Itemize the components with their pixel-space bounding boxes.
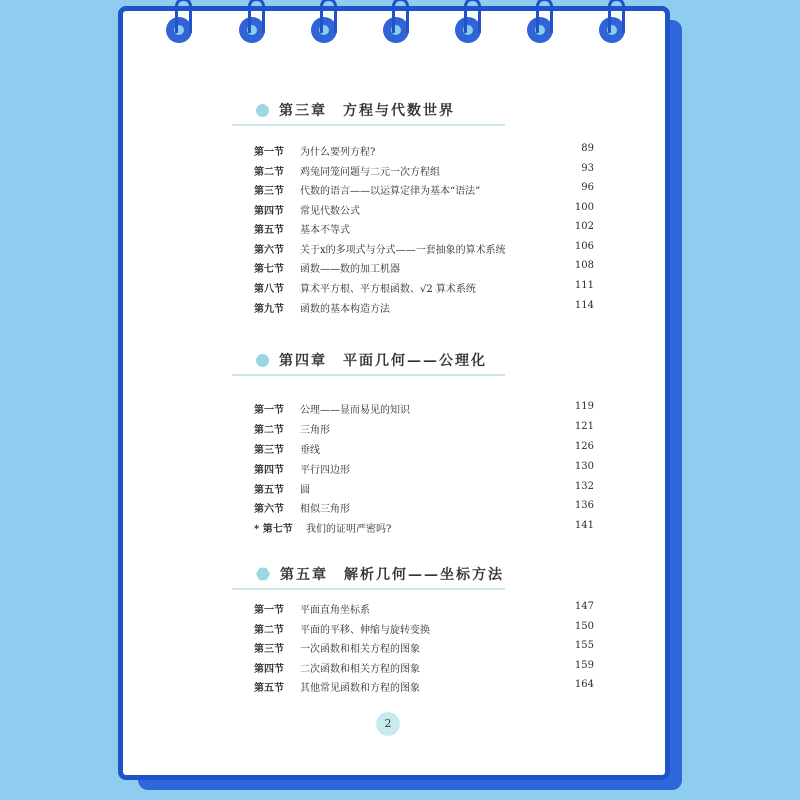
section-page: 136 [574,500,594,511]
section-number: 第四节 [254,465,284,476]
toc-entry[interactable] [254,637,594,657]
section-title: 基本不等式 [300,225,350,236]
toc-entry[interactable] [254,598,594,618]
section-title: 算术平方根、平方根函数、√2 算术系统 [300,284,476,295]
section-title: 相似三角形 [300,504,350,515]
section-page: 108 [574,260,594,271]
section-title: 平面的平移、伸缩与旋转变换 [300,625,430,636]
section-title: 我们的证明严密吗? [306,524,392,535]
page-number: 2 [376,712,400,736]
section-page: 126 [574,441,594,452]
section-number: 第三节 [254,644,284,655]
chapter-bullet-icon [256,104,269,117]
section-page: 100 [574,202,594,213]
chapter-divider [232,374,505,376]
toc-entry[interactable] [254,458,594,478]
toc-entry[interactable] [254,297,594,317]
section-title: 常见代数公式 [300,206,360,217]
section-title: 平行四边形 [300,465,350,476]
section-page: 93 [581,163,594,174]
section-page: 130 [574,461,594,472]
section-page: 119 [574,401,594,412]
section-number: 第三节 [254,186,284,197]
spiral-ring-icon [383,0,409,44]
section-number: 第二节 [254,425,284,436]
section-number: 第五节 [254,683,284,694]
spiral-ring-icon [311,0,337,44]
toc-entry[interactable] [254,497,594,517]
section-title: 鸡兔同笼问题与二元一次方程组 [300,167,440,178]
chapter-title: 第三章 方程与代数世界 [279,103,455,119]
section-page: 102 [574,221,594,232]
chapter-heading [256,98,455,122]
toc-entry[interactable] [254,257,594,277]
section-number: 第一节 [254,147,284,158]
toc-entry[interactable] [254,238,594,258]
chapter-title: 第五章 解析几何——坐标方法 [280,567,504,583]
section-number: 第四节 [254,664,284,675]
section-title: 其他常见函数和方程的图象 [300,683,420,694]
section-number: 第四节 [254,206,284,217]
section-number: 第七节 [254,264,284,275]
toc-entry[interactable] [254,277,594,297]
chapter-divider [232,124,505,126]
toc-entry[interactable] [254,618,594,638]
section-number: 第九节 [254,304,284,315]
section-page: 132 [574,481,594,492]
section-page: 164 [574,679,594,690]
toc-entry[interactable] [254,398,594,418]
section-title: 为什么要列方程? [300,147,376,158]
toc-entry[interactable] [254,160,594,180]
spiral-ring-icon [166,0,192,44]
toc-entry[interactable] [254,676,594,696]
section-page: 114 [574,300,594,311]
section-number: 第八节 [254,284,284,295]
section-title: 三角形 [300,425,330,436]
section-title: 圆 [300,485,310,496]
section-page: 159 [574,660,594,671]
section-page: 121 [574,421,594,432]
chapter-title: 第四章 平面几何——公理化 [279,353,487,369]
toc-entry[interactable] [254,218,594,238]
toc-entry[interactable] [254,418,594,438]
spiral-ring-icon [239,0,265,44]
section-page: 89 [581,143,594,154]
section-title: 平面直角坐标系 [300,605,370,616]
section-number: 第五节 [254,225,284,236]
spiral-ring-icon [455,0,481,44]
section-title: 垂线 [300,445,320,456]
spiral-ring-icon [599,0,625,44]
section-number: 第六节 [254,504,284,515]
section-number: * 第七节 [254,524,293,535]
spiral-ring-icon [527,0,553,44]
toc-entry[interactable] [254,438,594,458]
section-number: 第二节 [254,167,284,178]
chapter-bullet-icon [256,354,269,367]
section-page: 155 [574,640,594,651]
section-number: 第六节 [254,245,284,256]
toc-entry[interactable] [254,478,594,498]
section-title: 关于x的多项式与分式——一套抽象的算术系统 [300,245,506,256]
section-number: 第二节 [254,625,284,636]
chapter-bullet-icon [256,567,270,581]
toc-entry[interactable] [254,657,594,677]
section-number: 第一节 [254,605,284,616]
toc-entry[interactable] [254,140,594,160]
section-page: 106 [574,241,594,252]
toc-entry[interactable] [254,199,594,219]
section-number: 第一节 [254,405,284,416]
section-page: 96 [581,182,594,193]
section-number: 第五节 [254,485,284,496]
chapter-heading [256,562,504,586]
section-page: 141 [574,520,594,531]
section-title: 函数——数的加工机器 [300,264,400,275]
section-page: 111 [574,280,594,291]
section-title: 函数的基本构造方法 [300,304,390,315]
chapter-heading [256,348,487,372]
toc-entry[interactable] [254,179,594,199]
section-title: 代数的语言——以运算定律为基本“语法” [300,186,481,197]
toc-entry[interactable] [254,517,594,537]
section-title: 一次函数和相关方程的图象 [300,644,420,655]
section-title: 二次函数和相关方程的图象 [300,664,420,675]
section-page: 147 [574,601,594,612]
section-number: 第三节 [254,445,284,456]
chapter-divider [232,588,505,590]
section-page: 150 [574,621,594,632]
section-title: 公理——显而易见的知识 [300,405,410,416]
